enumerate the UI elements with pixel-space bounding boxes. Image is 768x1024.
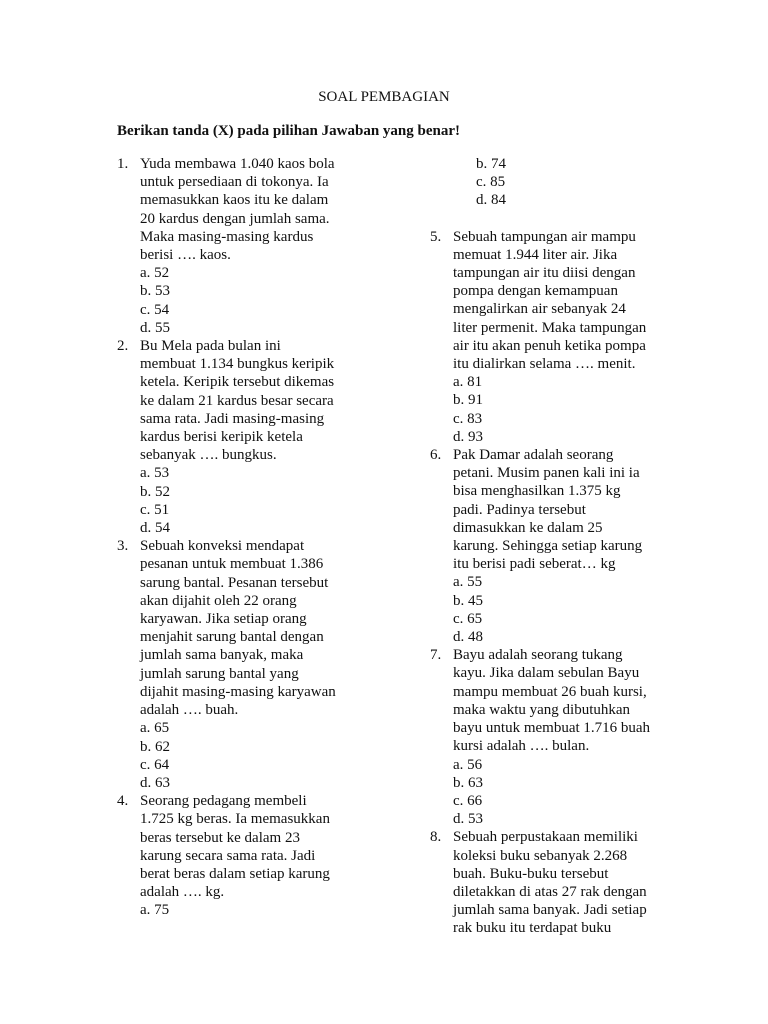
question-line: liter permenit. Maka tampungan [453, 319, 647, 336]
question-line: ke dalam 21 kardus besar secara [140, 392, 334, 409]
question-line: beras tersebut ke dalam 23 [140, 829, 300, 846]
answer-option[interactable]: b. 74 [476, 156, 506, 172]
question-line: bisa menghasilkan 1.375 kg [453, 483, 621, 500]
answer-option[interactable]: b. 45 [453, 592, 483, 609]
question-8 [430, 646, 690, 828]
question-line: mengalirkan air sebanyak 24 [453, 301, 626, 318]
question-line: Bu Mela pada bulan ini [140, 338, 281, 355]
answer-option[interactable]: a. 53 [140, 465, 170, 482]
answer-option[interactable]: b. 52 [140, 483, 170, 500]
question-text [453, 828, 690, 937]
question-line: adalah …. buah. [140, 702, 239, 719]
question-line: Seorang pedagang membeli [140, 793, 307, 810]
question-line: sarung bantal. Pesanan tersebut [140, 574, 329, 591]
question-text [140, 792, 377, 901]
question-line: Maka masing-masing kardus [140, 228, 314, 245]
question-line: Sebuah konveksi mendapat [140, 538, 305, 555]
question-line: Yuda membawa 1.040 kaos bola [140, 156, 335, 172]
answer-option[interactable]: a. 55 [453, 574, 483, 591]
question-line: berisi …. kaos. [140, 247, 231, 264]
answer-option[interactable]: b. 91 [453, 392, 483, 409]
page-title: SOAL PEMBAGIAN [318, 89, 450, 105]
question-line: rak buku itu terdapat buku [453, 920, 612, 937]
spacer [430, 210, 690, 228]
answer-option[interactable]: d. 93 [453, 428, 483, 445]
question-number: 6. [430, 447, 442, 464]
question-line: menjahit sarung bantal dengan [140, 629, 324, 646]
question-line: pompa dengan kemampuan [453, 283, 618, 300]
question-line: maka waktu yang dibutuhkan [453, 701, 631, 718]
question-text [453, 228, 690, 374]
question-line: membuat 1.134 bungkus keripik [140, 356, 335, 373]
question-2 [117, 337, 377, 537]
question-line: koleksi buku sebanyak 2.268 [453, 847, 628, 864]
answer-option[interactable]: c. 65 [453, 610, 483, 627]
answer-option[interactable]: c. 64 [140, 756, 170, 773]
answer-option[interactable]: c. 51 [140, 501, 170, 518]
question-number: 3. [117, 538, 129, 555]
question-5 [430, 155, 690, 210]
question-line: mampu membuat 26 buah kursi, [453, 683, 647, 700]
question-line: karung. Sehingga setiap karung [453, 538, 643, 555]
question-line: karung secara sama rata. Jadi [140, 847, 316, 864]
question-number: 8. [430, 829, 442, 846]
question-line: Pak Damar adalah seorang [453, 447, 614, 464]
answer-option[interactable]: b. 62 [140, 738, 170, 755]
question-line: 1.725 kg beras. Ia memasukkan [140, 811, 330, 828]
answer-option[interactable]: d. 48 [453, 629, 483, 646]
question-line: memuat 1.944 liter air. Jika [453, 246, 618, 263]
question-line: karyawan. Jika setiap orang [140, 611, 307, 628]
question-9 [430, 828, 690, 937]
question-line: pesanan untuk membuat 1.386 [140, 556, 324, 573]
question-6 [430, 228, 690, 446]
question-line: jumlah sama banyak, maka [140, 647, 304, 664]
question-line: Sebuah tampungan air mampu [453, 228, 636, 245]
question-line: padi. Padinya tersebut [453, 501, 586, 518]
question-line: ketela. Keripik tersebut dikemas [140, 374, 335, 391]
instruction-text: Berikan tanda (X) pada pilihan Jawaban yang benar! [117, 123, 460, 139]
question-text [140, 537, 377, 719]
question-line: itu berisi padi seberat… kg [453, 556, 616, 573]
answer-option[interactable]: d. 55 [140, 319, 170, 336]
question-line: akan dijahit oleh 22 orang [140, 592, 297, 609]
question-line: kardus berisi keripik ketela [140, 429, 303, 446]
answer-option[interactable]: a. 81 [453, 374, 483, 391]
question-4 [117, 792, 377, 919]
left-column [117, 155, 377, 920]
question-text [453, 646, 690, 755]
question-line: itu dialirkan selama …. menit. [453, 356, 636, 373]
question-line: petani. Musim panen kali ini ia [453, 465, 640, 482]
answer-option[interactable]: c. 85 [476, 174, 506, 191]
question-line: bayu untuk membuat 1.716 buah [453, 720, 651, 737]
question-line: sama rata. Jadi masing-masing [140, 410, 325, 427]
question-line: buah. Buku-buku tersebut [453, 865, 609, 882]
answer-option[interactable]: d. 53 [453, 811, 483, 828]
answer-option[interactable]: a. 52 [140, 265, 170, 282]
question-line: untuk persediaan di tokonya. Ia [140, 174, 329, 191]
answer-option[interactable]: a. 75 [140, 902, 170, 919]
question-text [140, 155, 377, 264]
question-line: memasukkan kaos itu ke dalam [140, 192, 329, 209]
question-line: jumlah sarung bantal yang [140, 665, 299, 682]
right-column [430, 155, 690, 938]
question-line: berat beras dalam setiap karung [140, 865, 330, 882]
question-line: dijahit masing-masing karyawan [140, 683, 336, 700]
question-number: 1. [117, 156, 129, 172]
question-1 [117, 155, 377, 337]
answer-option[interactable]: b. 63 [453, 774, 483, 791]
question-text [140, 337, 377, 464]
question-line: tampungan air itu diisi dengan [453, 265, 636, 282]
answer-option[interactable]: d. 84 [476, 192, 506, 209]
question-3 [117, 537, 377, 792]
answer-option[interactable]: d. 54 [140, 520, 170, 537]
answer-option[interactable]: a. 56 [453, 756, 483, 773]
question-line: sebanyak …. bungkus. [140, 447, 277, 464]
question-line: dimasukkan ke dalam 25 [453, 519, 603, 536]
question-number: 4. [117, 793, 129, 810]
answer-option[interactable]: d. 63 [140, 774, 170, 791]
question-line: 20 kardus dengan jumlah sama. [140, 210, 330, 227]
question-line: air itu akan penuh ketika pompa [453, 337, 646, 354]
question-text [453, 446, 690, 573]
question-line: Bayu adalah seorang tukang [453, 647, 623, 664]
answer-option[interactable]: a. 65 [140, 720, 170, 737]
question-line: jumlah sama banyak. Jadi setiap [453, 902, 647, 919]
question-number: 5. [430, 228, 442, 245]
question-7 [430, 446, 690, 646]
question-line: diletakkan di atas 27 rak dengan [453, 883, 647, 900]
answer-option[interactable]: c. 66 [453, 792, 483, 809]
answer-option[interactable]: b. 53 [140, 283, 170, 300]
question-line: kursi adalah …. bulan. [453, 738, 590, 755]
question-number: 7. [430, 647, 442, 664]
question-line: Sebuah perpustakaan memiliki [453, 829, 638, 846]
question-number: 2. [117, 338, 129, 355]
answer-option[interactable]: c. 83 [453, 410, 483, 427]
question-line: adalah …. kg. [140, 884, 225, 901]
answer-option[interactable]: c. 54 [140, 301, 170, 318]
question-line: kayu. Jika dalam sebulan Bayu [453, 665, 640, 682]
